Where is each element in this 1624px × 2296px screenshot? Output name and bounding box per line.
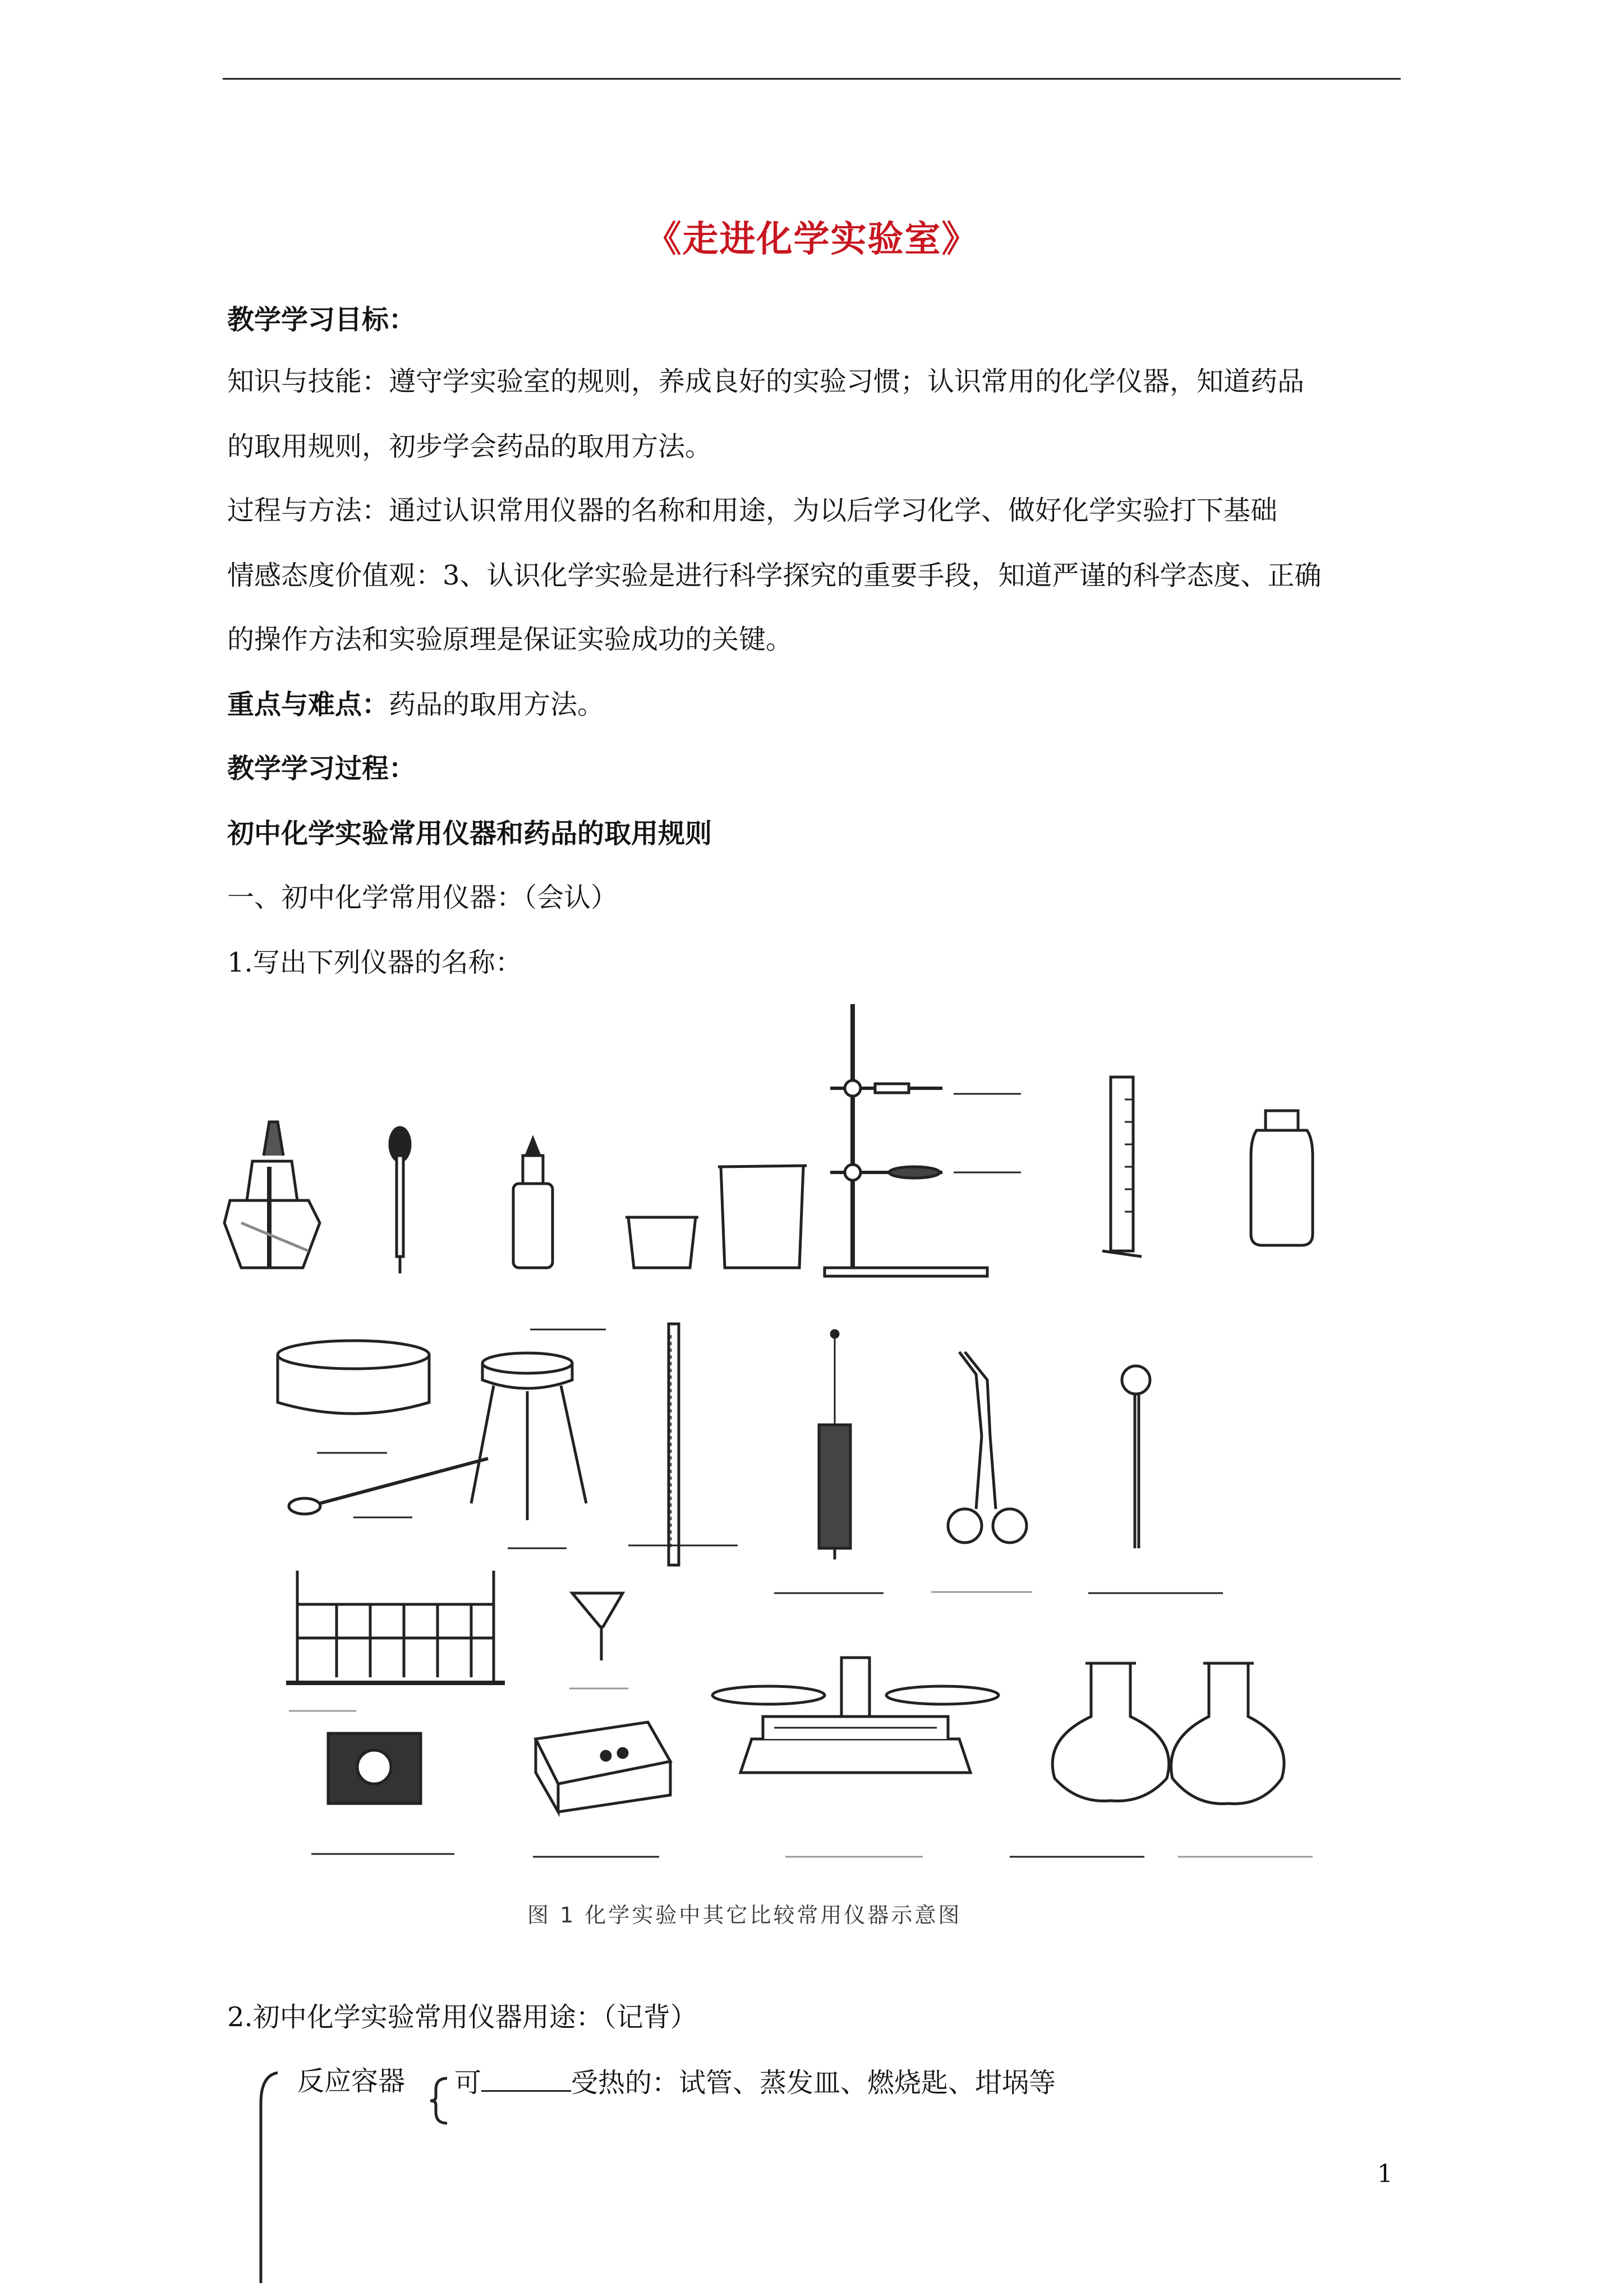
small-beaker-icon bbox=[625, 1217, 698, 1268]
page-title: 《走进化学实验室》 bbox=[645, 218, 979, 260]
reaction-prefix: 可 bbox=[454, 2067, 482, 2099]
reaction-heatable-line bbox=[454, 2064, 1056, 2100]
round-bottom-flask-icon bbox=[1052, 1663, 1169, 1801]
knowledge-line-2: 的取用规则，初步学会药品的取用方法。 bbox=[227, 431, 712, 462]
key-points bbox=[227, 688, 604, 721]
reagent-bottle-icon bbox=[1251, 1111, 1313, 1245]
dropper-bottle-icon bbox=[513, 1139, 553, 1268]
large-brace-icon bbox=[250, 2070, 283, 2294]
key-label: 重点与难点： bbox=[227, 689, 389, 720]
section-heading: 初中化学实验常用仪器和药品的取用规则 bbox=[227, 818, 712, 849]
figure-caption: 图 1 化学实验中其它比较常用仪器示意图 bbox=[527, 1903, 962, 1927]
balance-icon bbox=[712, 1658, 999, 1773]
flat-bottom-flask-icon bbox=[1171, 1663, 1284, 1803]
item-1: 一、初中化学常用仪器：（会认） bbox=[227, 882, 618, 913]
crucible-tongs-icon bbox=[948, 1352, 1027, 1543]
graduated-cylinder-icon bbox=[1102, 1077, 1142, 1257]
electronic-scale-icon bbox=[536, 1722, 670, 1812]
test-tube-brush-icon bbox=[819, 1331, 850, 1559]
process-line: 过程与方法：通过认识常用仪器的名称和用途，为以后学习化学、做好化学实验打下基础 bbox=[227, 495, 1278, 526]
item-2: 2.初中化学实验常用仪器用途：（记背） bbox=[227, 2001, 697, 2033]
small-brace-icon bbox=[427, 2076, 450, 2126]
emotion-line-1: 情感态度价值观：3、认识化学实验是进行科学探究的重要手段，知道严谨的科学态度、正确 bbox=[227, 560, 1322, 591]
label-image-icon bbox=[328, 1733, 421, 1803]
item-1-1: 1.写出下列仪器的名称： bbox=[227, 947, 522, 978]
apparatus-figure bbox=[213, 987, 1419, 1941]
process-heading: 教学学习过程： bbox=[227, 753, 416, 784]
reaction-container-line bbox=[297, 2064, 405, 2098]
thermometer-icon bbox=[669, 1324, 679, 1565]
goal-heading: 教学学习目标： bbox=[227, 304, 416, 335]
dropper-icon bbox=[390, 1128, 410, 1273]
tripod-icon bbox=[471, 1329, 606, 1520]
funnel-icon bbox=[569, 1593, 628, 1688]
key-text: 药品的取用方法。 bbox=[389, 689, 605, 720]
iron-stand-icon bbox=[825, 1004, 1021, 1276]
blank-underline bbox=[481, 2064, 571, 2092]
page-number: 1 bbox=[1377, 2160, 1393, 2188]
reaction-label: 反应容器 bbox=[297, 2065, 406, 2097]
knowledge-line-1: 知识与技能：遵守学实验室的规则，养成良好的实验习惯；认识常用的化学仪器，知道药品 bbox=[227, 366, 1305, 397]
emotion-line-2: 的操作方法和实验原理是保证实验成功的关键。 bbox=[227, 624, 793, 655]
glass-rod-funnel-icon bbox=[1122, 1366, 1150, 1548]
evaporating-dish-icon bbox=[278, 1341, 429, 1453]
alcohol-lamp-icon bbox=[224, 1122, 320, 1268]
test-tube-rack-icon bbox=[286, 1571, 505, 1711]
large-beaker-icon bbox=[718, 1166, 807, 1268]
spatula-icon bbox=[289, 1458, 488, 1517]
header-rule bbox=[223, 78, 1401, 80]
reaction-suffix: 受热的：试管、蒸发皿、燃烧匙、坩埚等 bbox=[571, 2067, 1056, 2099]
